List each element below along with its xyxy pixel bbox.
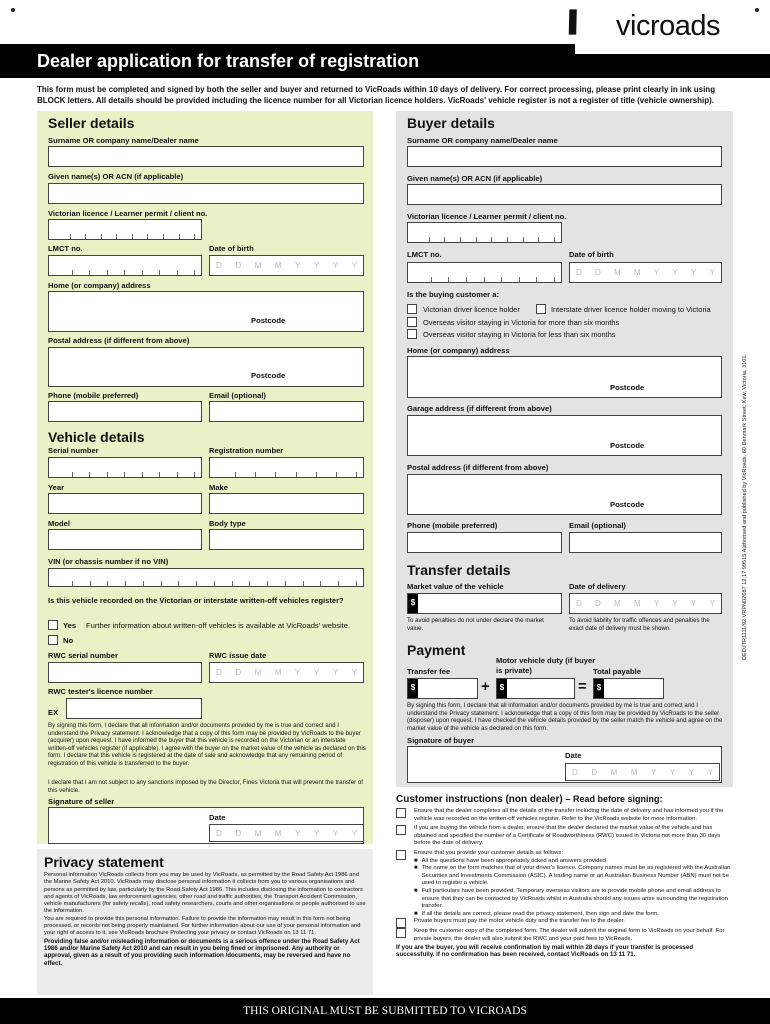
buyer-heading: Buyer details [407, 115, 495, 131]
transfer-heading: Transfer details [407, 562, 511, 578]
date-m: M [614, 268, 621, 277]
garage-input[interactable] [407, 415, 722, 456]
rwc-date-input[interactable] [209, 662, 364, 683]
date-y: Y [295, 261, 301, 270]
dollar-sign: $ [594, 679, 604, 698]
total-label: Total payable [593, 667, 641, 676]
date-d: D [235, 668, 242, 677]
date-y: Y [332, 828, 339, 838]
date-m: M [254, 668, 262, 677]
opt-overseas-less-checkbox[interactable] [407, 329, 417, 339]
title-notch [575, 44, 770, 54]
seller-surname-input[interactable] [48, 146, 364, 167]
postcode-label: Postcode [610, 441, 645, 450]
buyer-given-label: Given name(s) OR ACN (if applicable) [407, 174, 543, 183]
intro-text: This form must be completed and signed by both the seller and buyer and returned to VicRoads within 10 days of delivery. For correct processing, please print clearly in ink using BLOCK letters. All details should be provided including the licence number for all Victorian licence holders. VicRoads' vehicle register is not a register of title (vehicle ownership). [37, 85, 716, 105]
bullet-icon: ■ [414, 857, 418, 864]
instr-3: Ensure that you provide your customer details as follows: [414, 849, 563, 856]
seller-dob-input[interactable] [209, 255, 364, 276]
model-label: Model [48, 519, 70, 528]
total-input[interactable] [593, 678, 664, 699]
page-title: Dealer application for transfer of registration [37, 51, 420, 71]
instr-bullet-1: All the questions have been appropriately ticked and answers provided. [421, 857, 608, 864]
date-m: M [274, 261, 282, 270]
rwc-tester-label: RWC tester's licence number [48, 687, 153, 696]
date-y: Y [691, 268, 697, 277]
model-input[interactable] [48, 529, 202, 550]
date-d: D [235, 828, 242, 838]
date-y: Y [709, 268, 715, 277]
date-d: D [216, 668, 222, 677]
date-d: D [576, 268, 582, 277]
privacy-paragraph-2: You are required to provide this personal information. Failure to provide the information may result in this form not being processed, or records not being properly maintained. For further information about our use of your personal information and your right of access to it, see VicRoads brochure Protecting your privacy or contact VicRoads on 13 11 71. [44, 915, 361, 937]
instr-checkbox[interactable] [396, 808, 406, 818]
buyer-given-input[interactable] [407, 184, 722, 205]
vin-input[interactable] [48, 568, 364, 587]
seller-address-label: Home (or company) address [48, 281, 151, 290]
seller-lmct-label: LMCT no. [48, 244, 83, 253]
date-d: D [595, 599, 601, 608]
date-y: Y [709, 599, 715, 608]
logo-mark: \\ [562, 4, 578, 42]
postcode-label: Postcode [251, 371, 286, 380]
rwc-date-label: RWC issue date [209, 651, 267, 660]
instructions-subtitle: – Read before signing: [565, 794, 663, 804]
date-m: M [610, 767, 618, 777]
instructions-list [396, 808, 732, 959]
date-m: M [274, 828, 282, 838]
instr-bullet-4: If all the details are correct, please read the privacy statement, then sign and date the form. [421, 910, 659, 917]
instr-checkbox[interactable] [396, 918, 406, 928]
year-label: Year [48, 483, 65, 492]
seller-postal-input[interactable] [48, 347, 364, 387]
opt-vic-licence-checkbox[interactable] [407, 304, 417, 314]
seller-phone-label: Phone (mobile preferred) [48, 391, 139, 400]
date-y: Y [351, 828, 357, 838]
serial-label: Serial number [48, 446, 99, 455]
customer-type-question: Is the buying customer a: [407, 290, 499, 299]
seller-surname-label: Surname OR company name/Dealer name [48, 136, 199, 145]
buyer-date-label: Date [565, 751, 582, 760]
footer-bar [0, 998, 770, 1024]
date-y: Y [332, 261, 339, 270]
date-d: D [216, 261, 222, 270]
date-d: D [576, 599, 582, 608]
written-off-yes-checkbox[interactable] [48, 620, 58, 630]
instr-5: Keep the customer copy of the completed form. The dealer will submit the original form to VicRoads on your behalf. For private buyers, the dealer will also submit the RWC and your paid fees to VicRoads. [414, 928, 725, 942]
instr-1: Ensure that the dealer completes all the details of the transfer including the date of delivery and has informed you if the vehicle was recorded on the written-off vehicles register. Refer to the VicRoads website for more information. [414, 808, 724, 822]
date-y: Y [672, 268, 678, 277]
seller-given-input[interactable] [48, 183, 364, 204]
date-m: M [633, 268, 641, 277]
body-input[interactable] [209, 529, 364, 550]
buyer-surname-label: Surname OR company name/Dealer name [407, 136, 558, 145]
date-y: Y [295, 828, 301, 838]
opt-overseas-more-checkbox[interactable] [407, 317, 417, 327]
date-y: Y [691, 599, 697, 608]
make-label: Make [209, 483, 228, 492]
seller-postal-label: Postal address (if different from above) [48, 336, 190, 345]
bullet-icon: ■ [414, 887, 418, 894]
delivery-note: To avoid liability for traffic offences and penalties the exact date of delivery must be shown. [569, 617, 710, 632]
instr-bullet-3: Full particulars have been provided. Temporary overseas visitors are to provide mobile phone and email address to ensure that they can be contacted by VicRoads whilst in Australia should any issues arise surrounding the registration transfer. [421, 887, 728, 910]
opt-overseas-less-label: Overseas visitor staying in Victoria for less than six months [423, 330, 616, 339]
serial-input[interactable] [48, 457, 202, 478]
fee-label: Transfer fee [407, 667, 451, 676]
yes-label: Yes [63, 621, 77, 630]
duty-input[interactable] [496, 678, 575, 699]
date-m: M [633, 599, 641, 608]
title-bar [0, 44, 770, 78]
date-m: M [254, 261, 262, 270]
date-y: Y [688, 767, 695, 777]
vin-label: VIN (or chassis number if no VIN) [48, 557, 169, 566]
date-y: Y [651, 767, 657, 777]
date-d: D [591, 767, 598, 777]
plus-sign: + [481, 678, 490, 695]
rwc-tester-input[interactable] [66, 698, 202, 719]
buyer-lmct-label: LMCT no. [407, 250, 442, 259]
delivery-date-input[interactable] [569, 593, 722, 614]
payment-heading: Payment [407, 642, 466, 658]
garage-label: Garage address (if different from above) [407, 404, 552, 413]
buyer-email-label: Email (optional) [569, 521, 626, 530]
date-y: Y [351, 261, 357, 270]
delivery-label: Date of delivery [569, 582, 626, 591]
seller-address-input[interactable] [48, 291, 364, 332]
date-y: Y [313, 261, 320, 270]
make-input[interactable] [209, 493, 364, 514]
buyer-declaration: By signing this form, I declare that all information and/or documents provided by me is true and correct and I understand the Privacy statement. I acknowledge that a copy of this form may be provided by VicRoads to the seller (disposer) upon request. I have checked the vehicle details provided by the seller match the vehicle and agree on the market value of the vehicle as declared on this form. [407, 702, 723, 732]
buyer-postal-label: Postal address (if different from above) [407, 463, 549, 472]
buyer-date-input[interactable] [565, 763, 720, 781]
opt-interstate-label: Interstate driver licence holder moving to Victoria [551, 305, 711, 314]
seller-signature-label: Signature of seller [48, 797, 115, 806]
buyer-licence-label: Victorian licence / Learner permit / client no. [407, 212, 567, 221]
rwc-serial-input[interactable] [48, 662, 202, 683]
written-off-note: Further information about written-off vehicles is available at VicRoads' website. [86, 621, 351, 630]
corner-dot [755, 8, 759, 12]
postcode-label: Postcode [251, 316, 286, 325]
instr-checkbox[interactable] [396, 850, 406, 860]
date-y: Y [332, 668, 339, 677]
instr-final: If you are the buyer, you will receive confirmation by mail within 28 days if your transfer is processed successfully. If no confirmation has been received, contact VicRoads on 13 11 71. [396, 943, 694, 959]
buyer-phone-label: Phone (mobile preferred) [407, 521, 498, 530]
seller-date-label: Date [209, 813, 226, 822]
dollar-sign: $ [408, 594, 418, 613]
date-d: D [572, 767, 578, 777]
seller-declaration-2: I declare that I am not subject to any sanctions imposed by the Director, Fines Victoria that will prevent the transfer of this vehicle. [48, 779, 363, 794]
opt-vic-licence-label: Victorian driver licence holder [423, 305, 520, 314]
buyer-licence-input[interactable] [407, 222, 562, 243]
seller-heading: Seller details [48, 115, 135, 131]
date-y: Y [707, 767, 713, 777]
written-off-no-checkbox[interactable] [48, 635, 58, 645]
seller-declaration: By signing this form, I declare that all information and/or documents provided by me is true and correct and I understand the Privacy statement. I acknowledge that a copy of this form may be provided by VicRoads to the buyer (acquirer) upon request. I have informed the buyer that this vehicle is recorded on the Victorian or an interstate written-off vehicles register (if applicable). I agree with the buyer on the market value of the vehicle as declared on this form. I declare that this vehicle is registered at the date of sale and acknowledge that any remaining period of registration of this vehicle is transferred to the buyer. [48, 722, 366, 767]
instr-bullet-2: The name on the form matches that of your driver's licence. Company names must be as registered with the Australian Securities and Investments Commission (ASIC). A trading name or an Australian Business Number (ABN) must not be used to register a vehicle. [421, 865, 731, 887]
privacy-text [44, 872, 366, 967]
seller-given-label: Given name(s) OR ACN (if applicable) [48, 172, 184, 181]
privacy-paragraph-1: Personal information VicRoads collects from you may be used by VicRoads, as permitted by the Road Safety Act 1986 and the Marine Safety Act 2010. VicRoads may disclose personal information it collects from you to various organisations and persons as permitted by law, particularly by the Road Safety Act 1986. This includes disclosing the information to contractors and agents of VicRoads, law enforcement agencies, other road and traffic authorities, the Transport Accident Commission, vehicle manufacturers (for safety recalls), road safety researchers, courts and other organisations or people authorised to use the information. [44, 872, 366, 915]
date-d: D [235, 261, 242, 270]
date-m: M [254, 828, 262, 838]
date-m: M [274, 668, 282, 677]
vicroads-logo [562, 4, 741, 48]
date-m: M [630, 767, 638, 777]
dollar-sign: $ [497, 679, 507, 698]
privacy-warning: Providing false and/or misleading information or documents is a serious offence under the Road Safety Act 1986 and/or Marine Safety Act 2010 and can result in you being fined or imprisoned. Any authority or approval, given as a result of you providing such information /documents, may be reversed and have no effect. [44, 937, 360, 967]
instructions-heading [396, 794, 662, 805]
instructions-title: Customer instructions (non dealer) [396, 794, 563, 805]
date-d: D [595, 268, 601, 277]
buyer-address-input[interactable] [407, 356, 722, 398]
postcode-label: Postcode [610, 500, 645, 509]
opt-overseas-more-label: Overseas visitor staying in Victoria for more than six months [423, 318, 620, 327]
date-y: Y [313, 668, 320, 677]
buyer-signature-label: Signature of buyer [407, 736, 475, 745]
logo-word: vicroads [616, 10, 720, 42]
buyer-email-input[interactable] [569, 532, 722, 553]
footer-text: THIS ORIGINAL MUST BE SUBMITTED TO VICROADS [243, 1005, 527, 1017]
date-d: D [216, 828, 222, 838]
market-input[interactable] [407, 593, 562, 614]
seller-date-input[interactable] [209, 824, 364, 842]
date-y: Y [313, 828, 320, 838]
market-label: Market value of the vehicle [407, 582, 504, 591]
rego-label: Registration number [209, 446, 284, 455]
date-y: Y [653, 268, 660, 277]
instr-4: Private buyers must pay the motor vehicle duty and the transfer fee to the dealer. [414, 918, 625, 925]
seller-dob-label: Date of birth [209, 244, 254, 253]
corner-dot [11, 8, 15, 12]
no-label: No [63, 636, 74, 645]
privacy-heading: Privacy statement [44, 854, 164, 870]
date-y: Y [672, 599, 678, 608]
year-input[interactable] [48, 493, 202, 514]
date-y: Y [669, 767, 676, 777]
seller-licence-input[interactable] [48, 219, 202, 240]
seller-email-input[interactable] [209, 401, 364, 422]
written-off-question: Is this vehicle recorded on the Victorian or interstate written-off vehicles register? [48, 596, 344, 605]
rego-input[interactable] [209, 457, 364, 478]
instr-checkbox[interactable] [396, 825, 406, 835]
seller-licence-label: Victorian licence / Learner permit / client no. [48, 209, 208, 218]
dollar-sign: $ [408, 679, 418, 698]
rwc-serial-label: RWC serial number [48, 651, 118, 660]
buyer-lmct-input[interactable] [407, 262, 562, 283]
buyer-dob-input[interactable] [569, 262, 722, 283]
buyer-phone-input[interactable] [407, 532, 562, 553]
instr-2: If you are buying the vehicle from a dealer, ensure that the dealer declared the market value of the vehicle and has obtained and specified the number of a Certificate of Roadworthiness (RWC) issued in Victoria not more than 30 days before the date of delivery. [414, 825, 721, 847]
vehicle-heading: Vehicle details [48, 429, 145, 445]
date-m: M [614, 599, 621, 608]
seller-phone-input[interactable] [48, 401, 202, 422]
instr-checkbox[interactable] [396, 928, 406, 938]
bullet-icon: ■ [414, 910, 418, 917]
body-label: Body type [209, 519, 246, 528]
date-y: Y [653, 599, 660, 608]
ex-prefix: EX [48, 708, 59, 717]
fee-input[interactable] [407, 678, 478, 699]
opt-interstate-checkbox[interactable] [536, 304, 546, 314]
buyer-postal-input[interactable] [407, 474, 722, 515]
buyer-dob-label: Date of birth [569, 250, 614, 259]
seller-lmct-input[interactable] [48, 255, 202, 276]
bullet-icon: ■ [414, 865, 418, 872]
market-note: To avoid penalties do not under declare the market value. [407, 617, 544, 632]
date-y: Y [295, 668, 301, 677]
equals-sign: = [578, 678, 587, 695]
postcode-label: Postcode [610, 383, 645, 392]
duty-label: Motor vehicle duty (if buyer is private) [496, 656, 596, 675]
date-y: Y [351, 668, 357, 677]
seller-email-label: Email (optional) [209, 391, 266, 400]
buyer-surname-input[interactable] [407, 146, 722, 167]
buyer-address-label: Home (or company) address [407, 346, 510, 355]
side-code: DEDJTR1111/92 VRPN02687 12.17 99515 Authorised and published by VicRoads, 60 Denmark Street, Kew, Victoria, 3101. [742, 353, 748, 660]
